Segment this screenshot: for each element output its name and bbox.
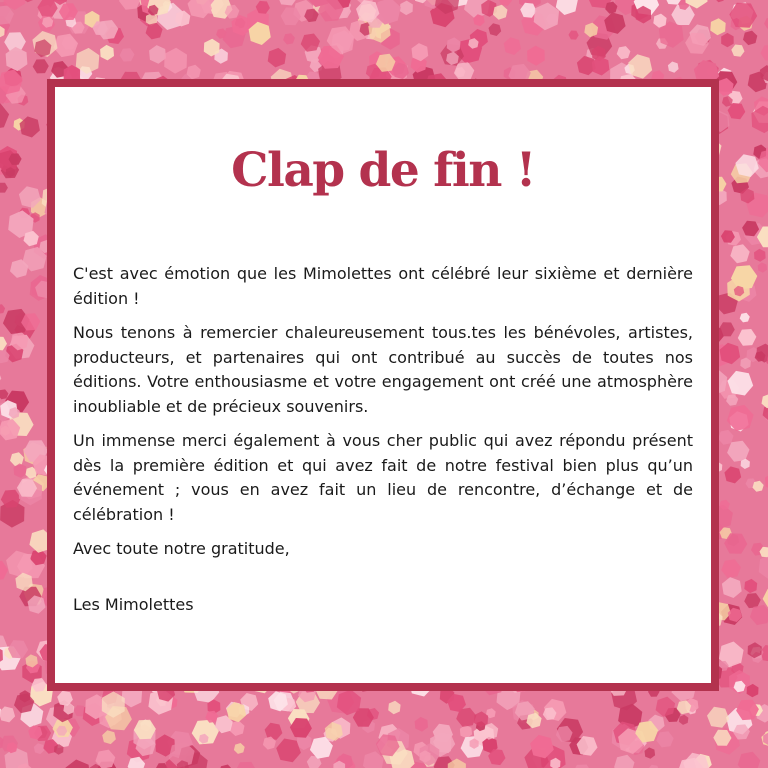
- page-title: Clap de fin !: [231, 143, 535, 198]
- paragraph-thanks-volunteers: Nous tenons à remercier chaleureusement tous.tes les bénévoles, artistes, producteurs, et partenaires qui ont contribué au succès de toutes nos éditions. Votre enthousiasme et votre engagement ont créé une atmosphère inoubliable et de précieux souvenirs.: [73, 323, 693, 416]
- closing-line: Avec toute notre gratitude,: [73, 539, 290, 558]
- signature: Les Mimolettes: [73, 594, 194, 614]
- message-body: [73, 262, 693, 627]
- paragraph-thanks-public: Un immense merci également à vous cher public qui avez répondu présent dès la première édition et qui avez fait de notre festival bien plus qu’un événement ; vous en avez fait un lieu de rencontre, d’échange et de célébration !: [73, 431, 693, 524]
- message-card: [47, 79, 719, 691]
- paragraph-intro: C'est avec émotion que les Mimolettes ont célébré leur sixième et dernière édition !: [73, 264, 693, 308]
